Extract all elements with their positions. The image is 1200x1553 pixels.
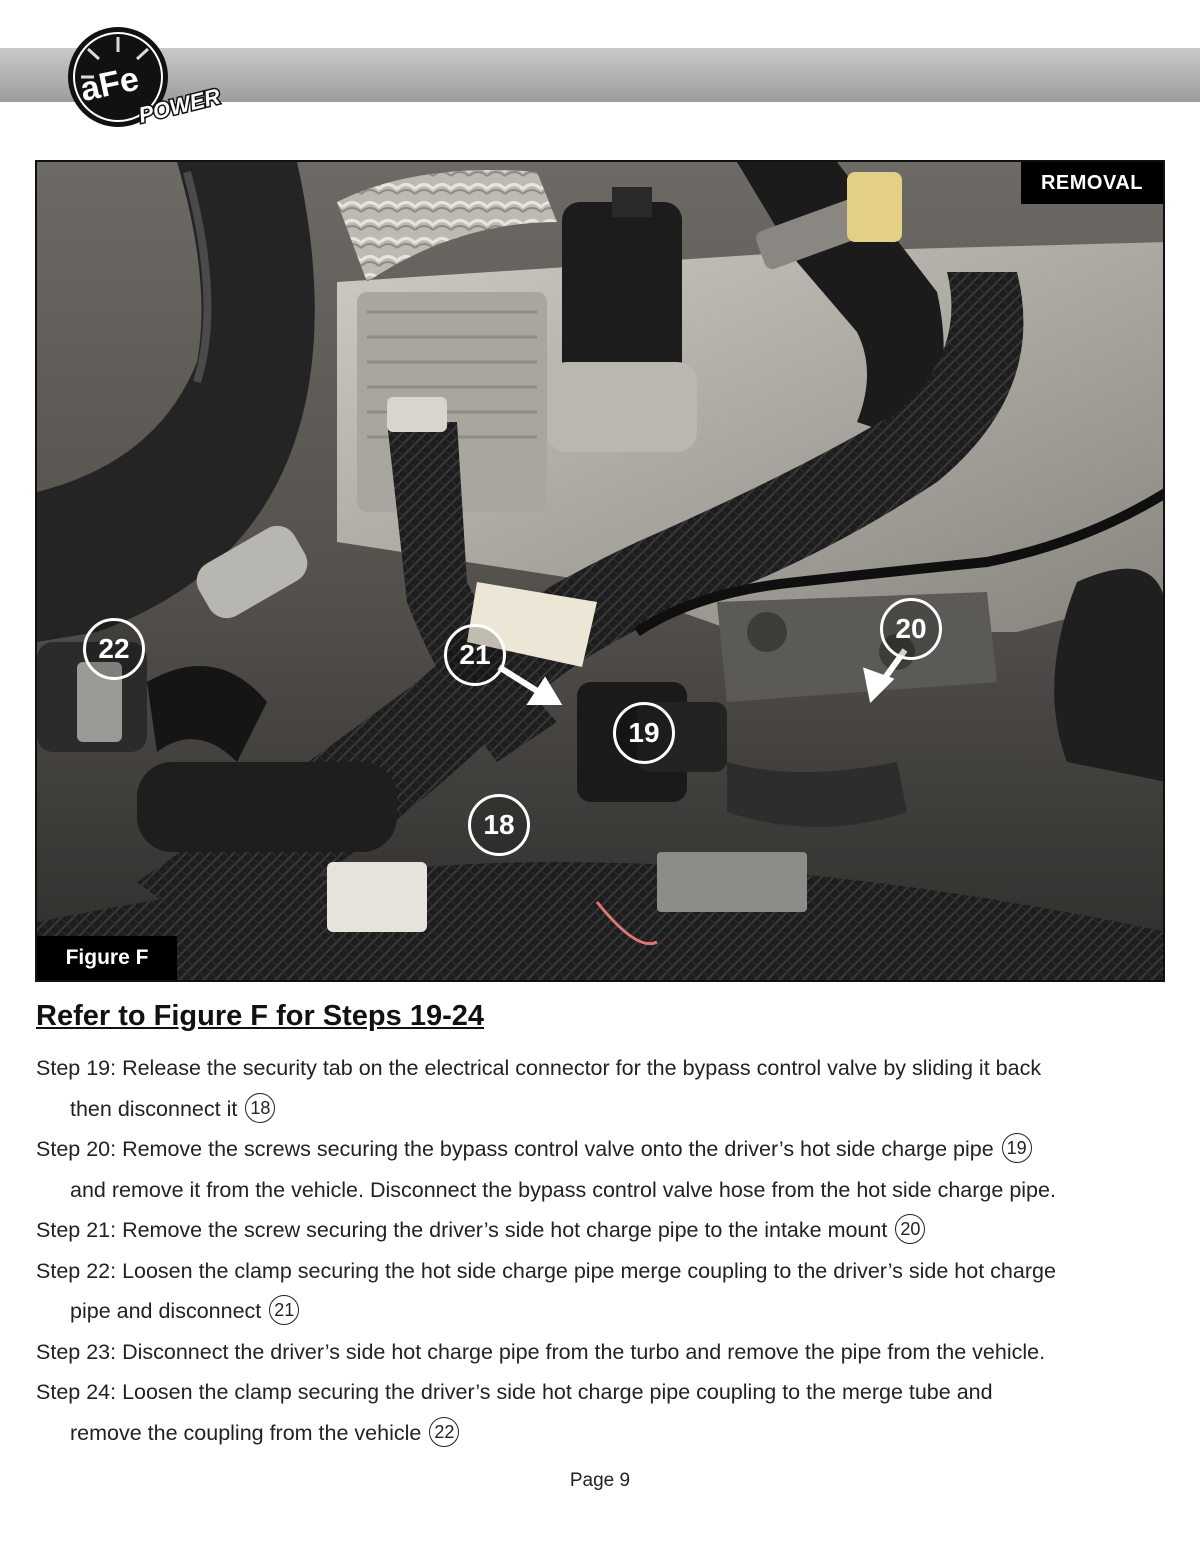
figure-label: Figure F [37,936,177,980]
steps-list [36,1048,1166,1453]
engine-bay-photo [35,160,1165,982]
step-24 [36,1372,1166,1453]
step-19 [36,1048,1166,1129]
reference-number: 21 [269,1295,299,1325]
reference-number: 18 [245,1093,275,1123]
removal-badge: REMOVAL [1021,162,1163,204]
step-21 [36,1210,1166,1251]
step-20 [36,1129,1166,1210]
step-text: Step 24: Loosen the clamp securing the driver’s side hot charge pipe coupling to the merge tube and [36,1380,993,1404]
step-22 [36,1251,1166,1332]
afe-power-logo [66,22,236,132]
step-continuation [36,1291,1166,1332]
svg-text:aFe: aFe [77,59,143,110]
callout-22: 22 [83,618,145,680]
callout-21: 21 [444,624,506,686]
step-text: Step 20: Remove the screws securing the bypass control valve onto the driver’s hot side charge pipe [36,1137,994,1161]
step-text: Step 21: Remove the screw securing the driver’s side hot charge pipe to the intake mount [36,1218,888,1242]
step-23 [36,1332,1166,1373]
step-continuation: and remove it from the vehicle. Disconnect the bypass control valve hose from the hot side charge pipe. [70,1177,1056,1202]
step-continuation-text: remove the coupling from the vehicle [70,1420,422,1445]
svg-text:POWER: POWER [135,83,223,128]
step-text: Step 22: Loosen the clamp securing the hot side charge pipe merge coupling to the driver’s side hot charge [36,1258,1056,1283]
step-continuation [36,1413,1166,1454]
step-text: Step 23: Disconnect the driver’s side hot charge pipe from the turbo and remove the pipe from the vehicle. [36,1339,1046,1364]
step-continuation-text: then disconnect it [70,1096,238,1121]
step-continuation [36,1089,1166,1130]
callout-19: 19 [613,702,675,764]
reference-number: 20 [895,1214,925,1244]
callout-18: 18 [468,794,530,856]
section-heading: Refer to Figure F for Steps 19-24 [36,1000,484,1032]
step-text: Step 19: Release the security tab on the electrical connector for the bypass control valve by sliding it back [36,1056,1042,1080]
callout-20: 20 [880,598,942,660]
engine-bay-illustration [37,162,1165,982]
reference-number: 22 [429,1417,459,1447]
reference-number: 19 [1002,1133,1032,1163]
step-continuation-text: pipe and disconnect [70,1299,262,1323]
page-number: Page 9 [569,1470,631,1491]
